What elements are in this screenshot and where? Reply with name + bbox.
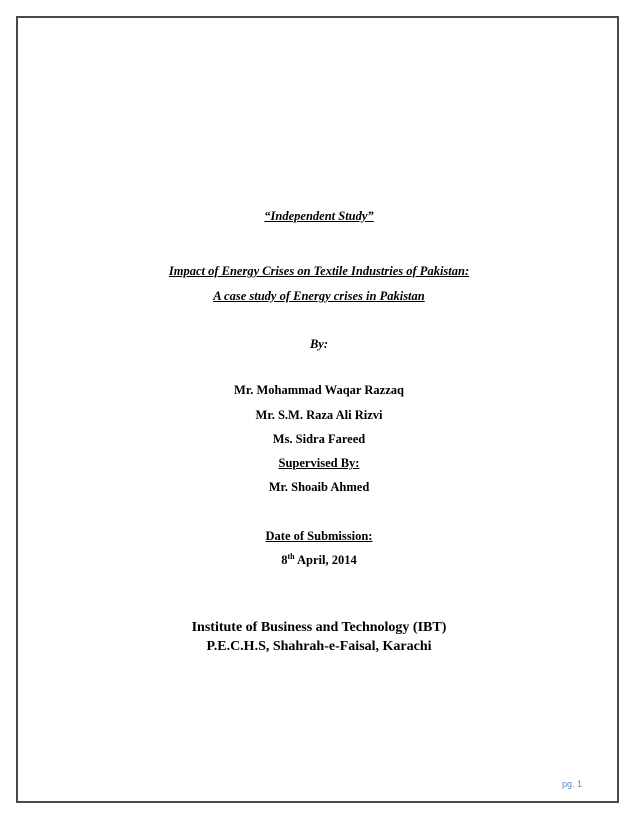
title-line-2: A case study of Energy crises in Pakistan (213, 289, 425, 303)
by-label: By: (309, 337, 329, 351)
submission-day-suffix: th (287, 551, 295, 561)
submission-date (0, 552, 638, 568)
page-number: pg. 1 (561, 779, 582, 789)
supervised-by-label: Supervised By: (278, 456, 360, 470)
document-heading: “Independent Study” (264, 209, 374, 223)
supervisor-name: Mr. Shoaib Ahmed (268, 480, 370, 494)
submission-month-year: April, 2014 (294, 553, 357, 567)
author-3: Ms. Sidra Fareed (272, 432, 366, 446)
institute-address: P.E.C.H.S, Shahrah-e-Faisal, Karachi (206, 639, 432, 654)
title-line-1: Impact of Energy Crises on Textile Industries of Pakistan: (168, 264, 470, 278)
submission-day: 8 (281, 553, 288, 567)
submission-date-label: Date of Submission: (265, 529, 373, 543)
author-1: Mr. Mohammad Waqar Razzaq (234, 383, 404, 397)
institute-name: Institute of Business and Technology (IBT) (191, 620, 447, 635)
author-2: Mr. S.M. Raza Ali Rizvi (255, 408, 383, 422)
